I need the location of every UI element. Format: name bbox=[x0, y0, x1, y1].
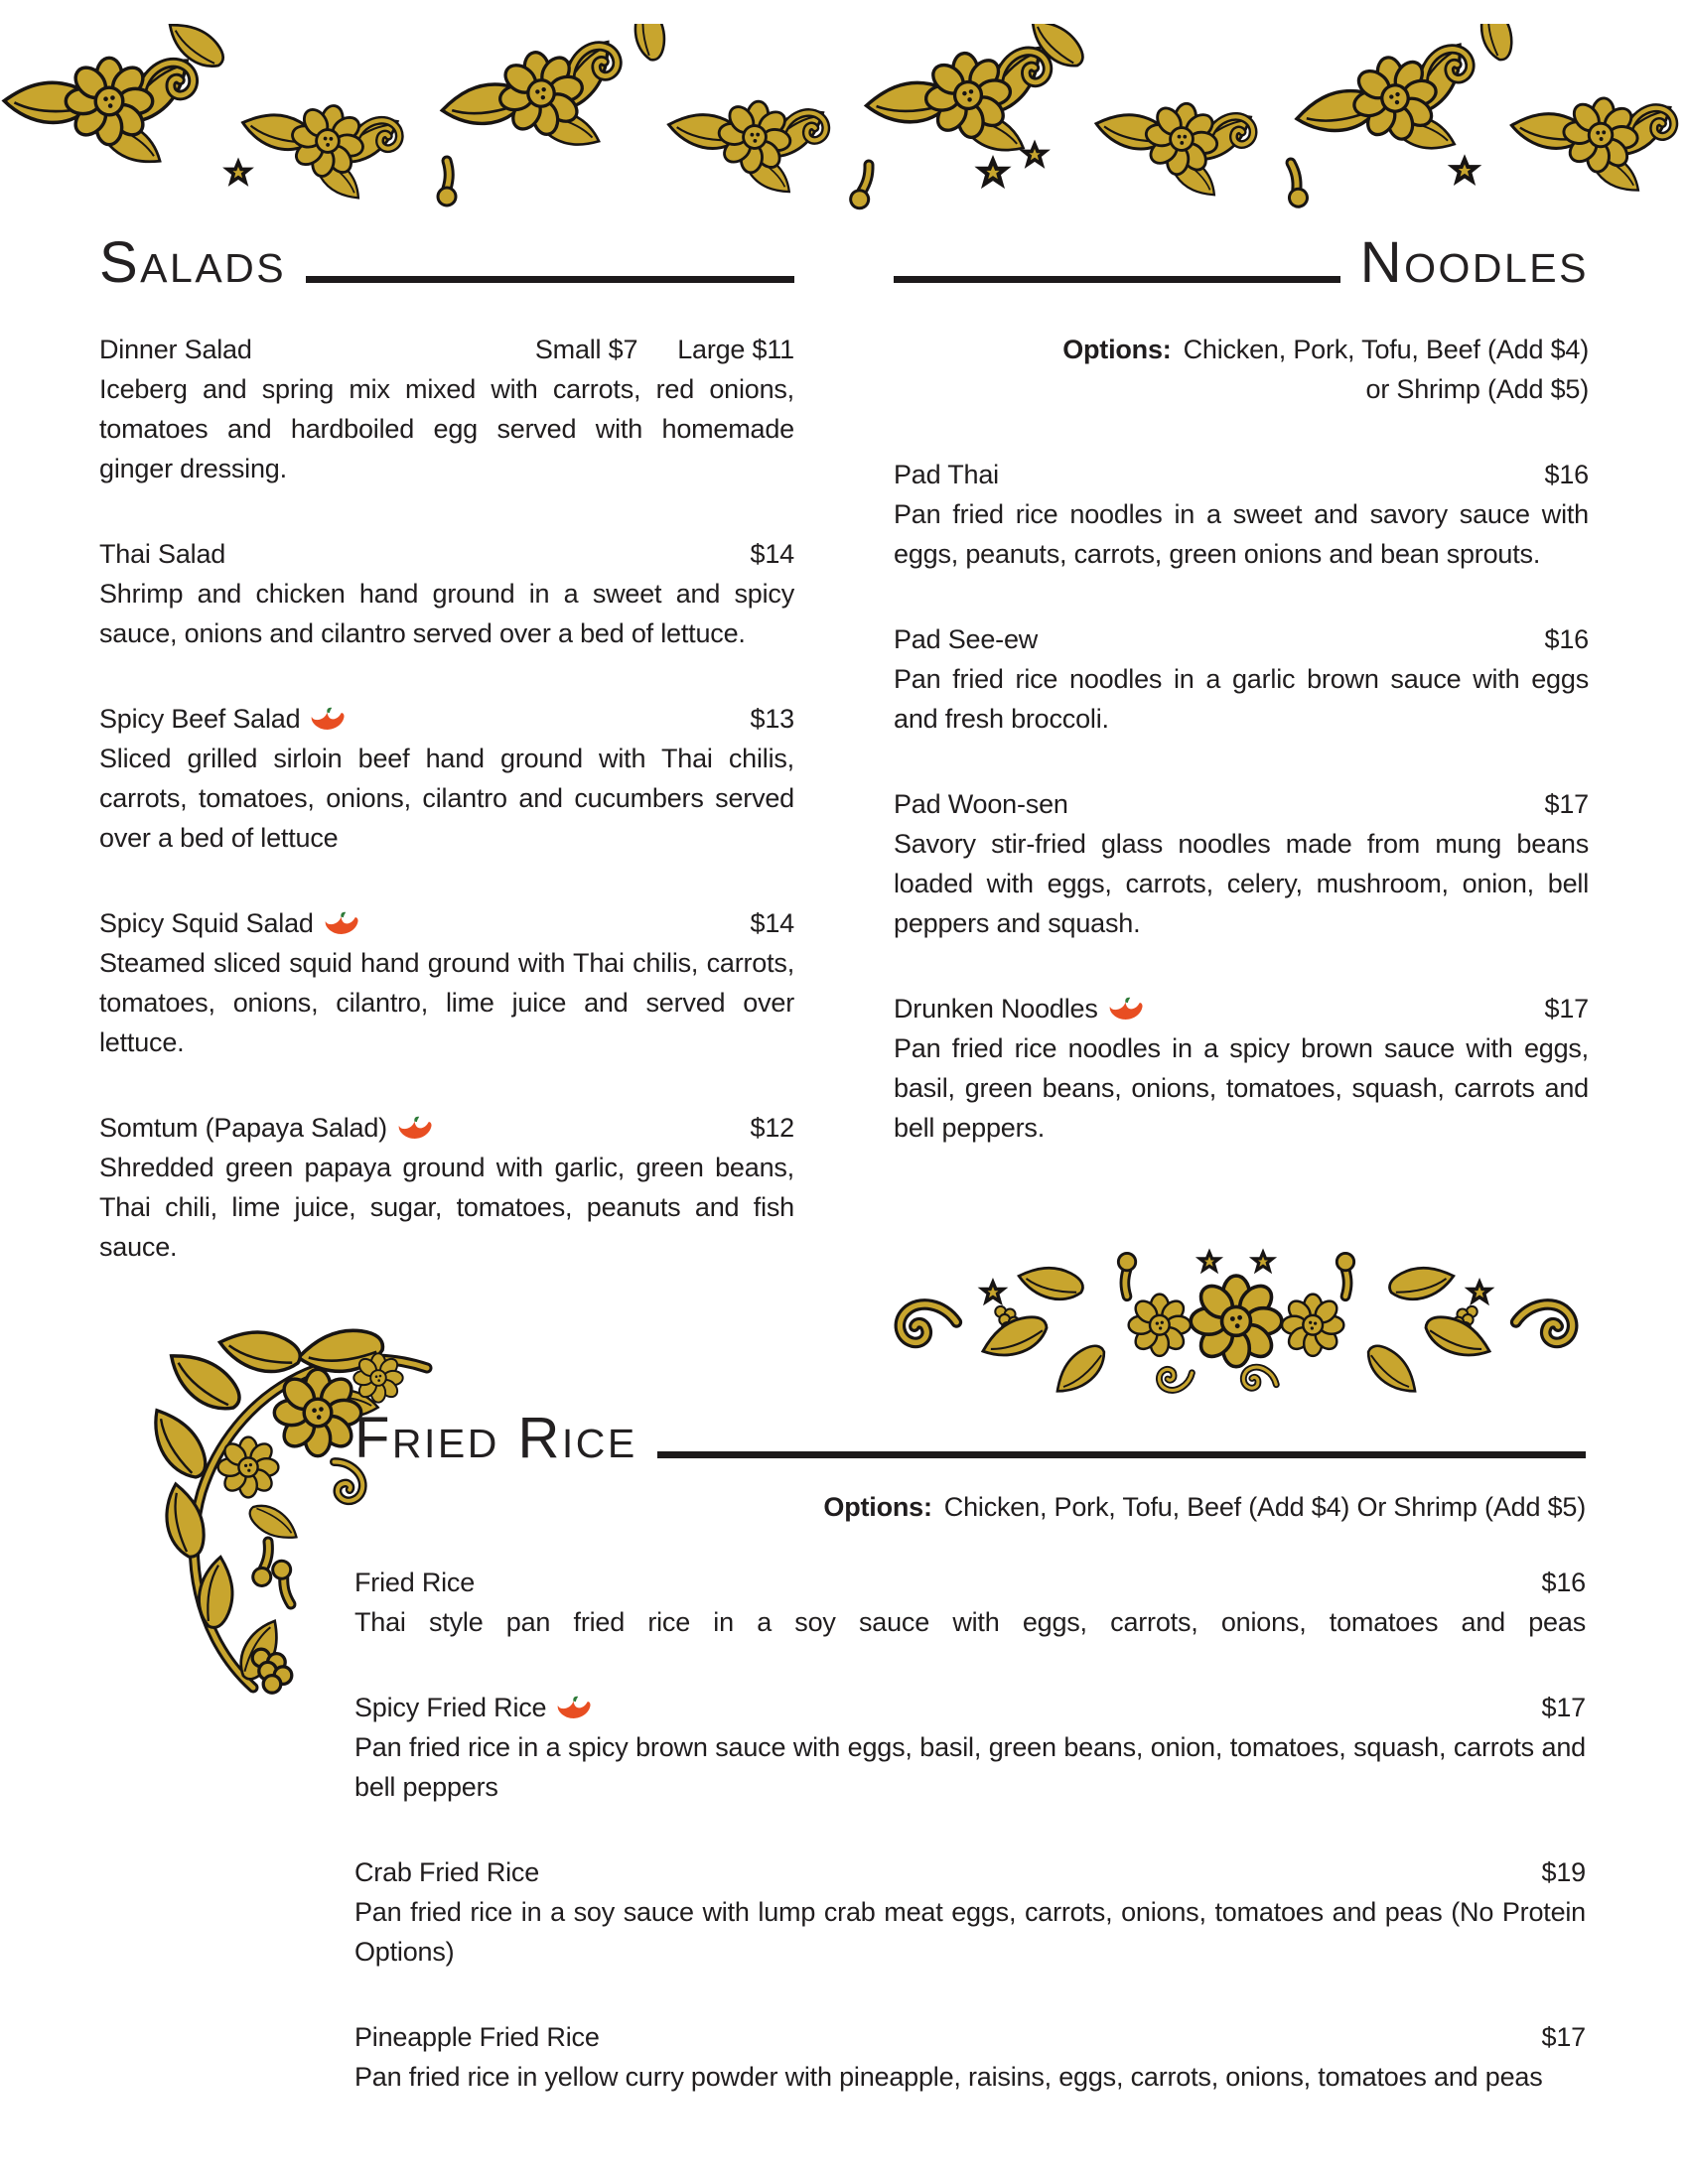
section-salads bbox=[99, 232, 794, 1312]
protein-options bbox=[354, 1487, 1586, 1527]
item-description: Pan fried rice noodles in a sweet and savory sauce with eggs, peanuts, carrots, green onions and bean sprouts. bbox=[894, 499, 1589, 569]
floral-divider bbox=[892, 1237, 1581, 1400]
item-price: $16 bbox=[1544, 460, 1589, 489]
fried-rice-heading bbox=[354, 1408, 1586, 1469]
item-description: Pan fried rice in a spicy brown sauce with eggs, basil, green beans, onion, tomatoes, squash, carrots and bell peppers bbox=[354, 1732, 1586, 1802]
menu-item bbox=[354, 2017, 1586, 2097]
item-title-row bbox=[99, 330, 794, 369]
menu-item bbox=[99, 330, 794, 488]
item-description: Sliced grilled sirloin beef hand ground with Thai chilis, carrots, tomatoes, onions, cilantro and cucumbers served over a bed of lettuce bbox=[99, 744, 794, 853]
section-noodles bbox=[894, 232, 1589, 1193]
item-name: Spicy Fried Rice bbox=[354, 1688, 592, 1727]
item-title-row bbox=[354, 1852, 1586, 1892]
heading-rule bbox=[894, 276, 1340, 283]
chili-icon bbox=[310, 707, 346, 732]
menu-item bbox=[894, 619, 1589, 739]
item-name: Fried Rice bbox=[354, 1568, 476, 1597]
item-price: Small $7 Large $11 bbox=[534, 335, 794, 364]
item-title-row bbox=[99, 1108, 794, 1148]
item-price: $17 bbox=[1544, 789, 1589, 819]
menu-item bbox=[354, 1563, 1586, 1642]
item-price: $13 bbox=[750, 704, 794, 734]
item-name: Dinner Salad bbox=[99, 335, 252, 364]
item-title-row bbox=[354, 1688, 1586, 1727]
menu-item bbox=[354, 1688, 1586, 1807]
item-title-row bbox=[894, 455, 1589, 494]
item-price: $17 bbox=[1544, 994, 1589, 1024]
chili-icon bbox=[324, 911, 359, 936]
item-description: Pan fried rice in a soy sauce with lump crab meat eggs, carrots, onions, tomatoes and peas (No Protein Options) bbox=[354, 1897, 1586, 1967]
item-price: $14 bbox=[750, 908, 794, 938]
item-title-row bbox=[894, 619, 1589, 659]
menu-item bbox=[99, 699, 794, 858]
item-description: Savory stir-fried glass noodles made from mung beans loaded with eggs, carrots, celery, mushroom, onion, bell peppers and squash. bbox=[894, 829, 1589, 938]
item-price: $17 bbox=[1541, 2022, 1586, 2052]
chili-icon bbox=[556, 1696, 592, 1720]
item-name: Pad Thai bbox=[894, 460, 999, 489]
item-title-row bbox=[894, 784, 1589, 824]
heading-rule bbox=[306, 276, 794, 283]
section-title-salads: Salads bbox=[99, 230, 287, 295]
menu-item bbox=[99, 1108, 794, 1267]
item-price: $12 bbox=[750, 1113, 794, 1143]
item-price: $19 bbox=[1541, 1857, 1586, 1887]
item-name: Pad Woon-sen bbox=[894, 789, 1068, 819]
item-name: Somtum (Papaya Salad) bbox=[99, 1108, 433, 1148]
menu-item bbox=[894, 989, 1589, 1148]
section-fried-rice bbox=[354, 1408, 1586, 2142]
options-label: Options: bbox=[1062, 335, 1172, 364]
item-description: Pan fried rice in yellow curry powder with pineapple, raisins, eggs, carrots, onions, tomatoes and peas bbox=[354, 2062, 1543, 2092]
chili-icon bbox=[1108, 997, 1144, 1022]
menu-item bbox=[99, 903, 794, 1062]
item-title-row bbox=[354, 1563, 1586, 1602]
chili-icon bbox=[397, 1116, 433, 1141]
heading-rule bbox=[657, 1451, 1586, 1458]
item-description: Shrimp and chicken hand ground in a sweet and spicy sauce, onions and cilantro served over a bed of lettuce. bbox=[99, 579, 794, 648]
options-text: Chicken, Pork, Tofu, Beef (Add $4) bbox=[1183, 335, 1589, 364]
item-name: Pad See-ew bbox=[894, 624, 1039, 654]
protein-options bbox=[894, 330, 1589, 409]
item-name: Pineapple Fried Rice bbox=[354, 2022, 600, 2052]
noodles-heading bbox=[894, 232, 1589, 294]
item-title-row bbox=[894, 989, 1589, 1028]
item-name: Spicy Squid Salad bbox=[99, 903, 359, 943]
options-text: Chicken, Pork, Tofu, Beef (Add $4) Or Shrimp (Add $5) bbox=[943, 1492, 1586, 1522]
item-title-row bbox=[99, 699, 794, 739]
options-label: Options: bbox=[823, 1492, 932, 1522]
item-name: Thai Salad bbox=[99, 539, 226, 569]
menu-item bbox=[894, 784, 1589, 943]
salads-heading bbox=[99, 232, 794, 294]
item-price: $17 bbox=[1541, 1693, 1586, 1722]
item-title-row bbox=[99, 903, 794, 943]
options-text: or Shrimp (Add $5) bbox=[1365, 374, 1589, 404]
item-description: Pan fried rice noodles in a garlic brown sauce with eggs and fresh broccoli. bbox=[894, 664, 1589, 734]
item-description: Pan fried rice noodles in a spicy brown sauce with eggs, basil, green beans, onions, tomatoes, squash, carrots and bell peppers. bbox=[894, 1033, 1589, 1143]
item-name: Spicy Beef Salad bbox=[99, 699, 346, 739]
item-description: Shredded green papaya ground with garlic, green beans, Thai chili, lime juice, sugar, tomatoes, peanuts and fish sauce. bbox=[99, 1153, 794, 1262]
menu-item bbox=[99, 534, 794, 653]
menu-item bbox=[894, 455, 1589, 574]
menu-item bbox=[354, 1852, 1586, 1972]
item-description: Steamed sliced squid hand ground with Thai chilis, carrots, tomatoes, onions, cilantro, lime juice and served over lettuce. bbox=[99, 948, 794, 1057]
item-title-row bbox=[354, 2017, 1586, 2057]
item-description: Thai style pan fried rice in a soy sauce with eggs, carrots, onions, tomatoes and peas bbox=[354, 1607, 1586, 1637]
section-title-noodles: Noodles bbox=[1359, 230, 1589, 295]
item-price: $14 bbox=[750, 539, 794, 569]
item-name: Crab Fried Rice bbox=[354, 1857, 540, 1887]
item-price: $16 bbox=[1541, 1568, 1586, 1597]
top-floral-border bbox=[0, 24, 1688, 218]
item-description: Iceberg and spring mix mixed with carrots, red onions, tomatoes and hardboiled egg served with homemade ginger dressing. bbox=[99, 374, 794, 483]
section-title-fried-rice: Fried Rice bbox=[354, 1406, 637, 1470]
item-price: $16 bbox=[1544, 624, 1589, 654]
item-title-row bbox=[99, 534, 794, 574]
item-name: Drunken Noodles bbox=[894, 989, 1144, 1028]
